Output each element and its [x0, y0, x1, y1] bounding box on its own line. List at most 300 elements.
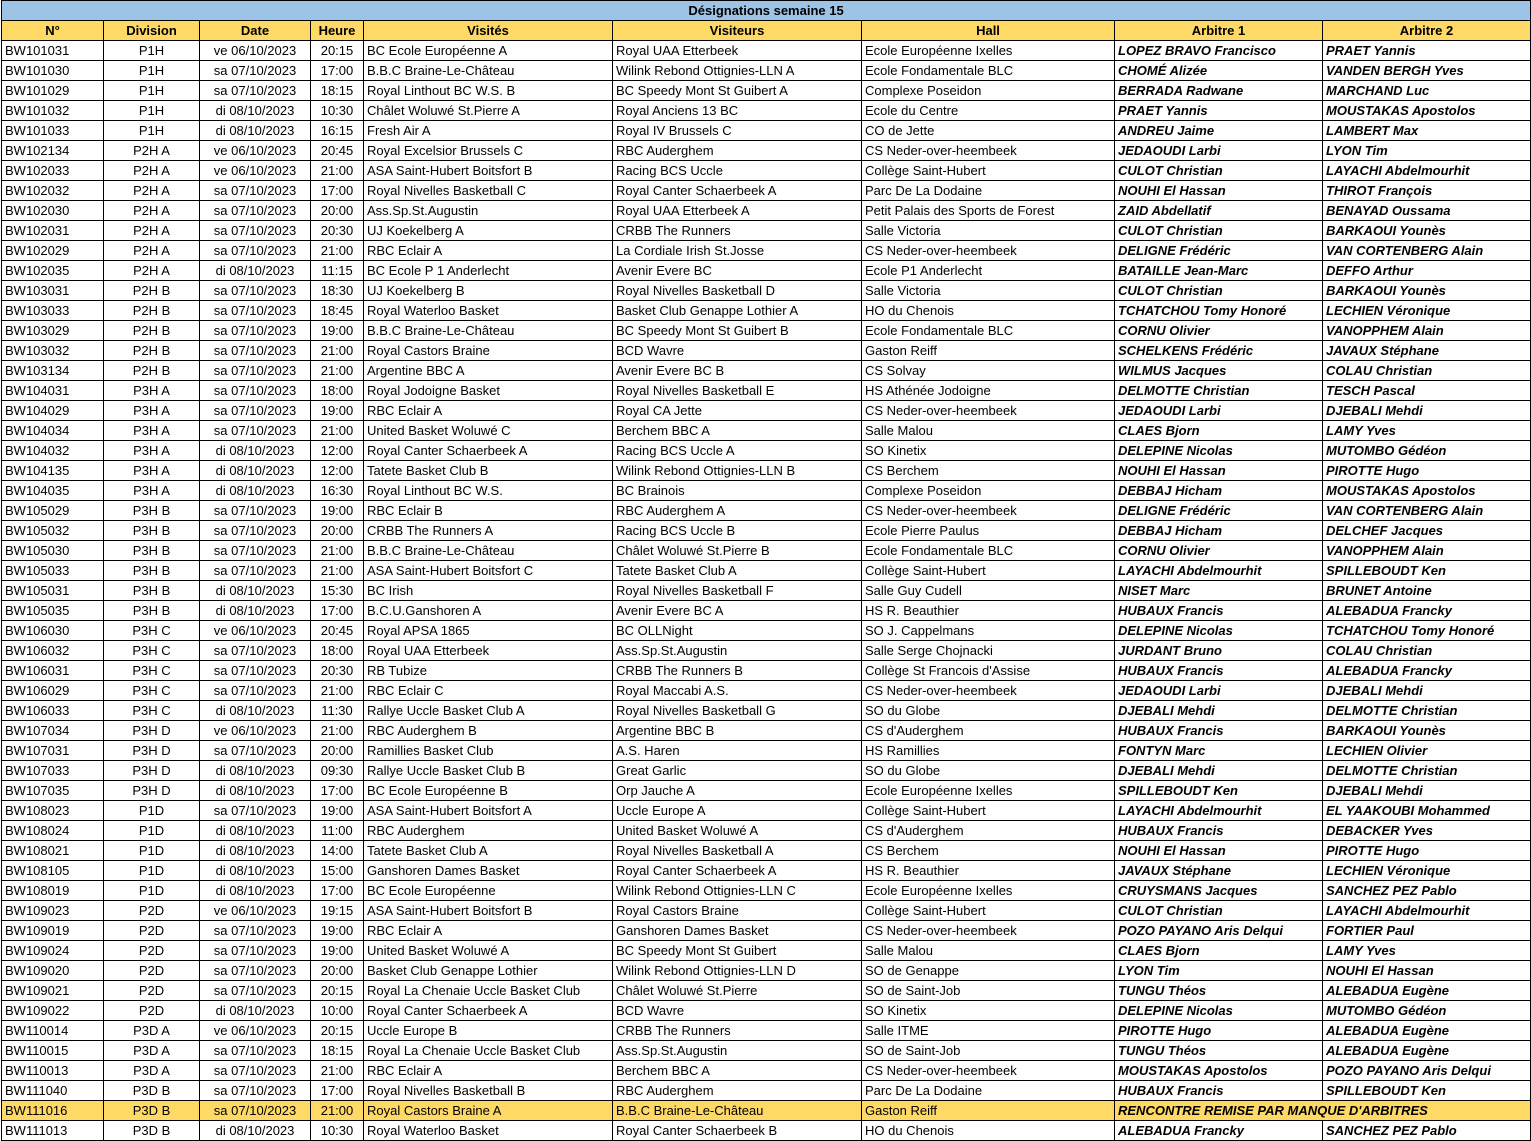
visitor-team-cell: Royal IV Brussels C	[613, 121, 862, 141]
table-row	[2, 101, 1531, 121]
time-cell: 15:30	[311, 581, 364, 601]
date-cell: ve 06/10/2023	[200, 161, 311, 181]
visitor-team-cell: Avenir Evere BC A	[613, 601, 862, 621]
referee-1-cell: TUNGU Théos	[1115, 1041, 1323, 1061]
referee-2-cell: LYON Tim	[1323, 141, 1531, 161]
match-number-cell: BW103029	[2, 321, 104, 341]
match-number-cell: BW102032	[2, 181, 104, 201]
referee-2-cell: NOUHI El Hassan	[1323, 961, 1531, 981]
hall-cell: CS Berchem	[862, 461, 1115, 481]
date-cell: sa 07/10/2023	[200, 1041, 311, 1061]
date-cell: di 08/10/2023	[200, 841, 311, 861]
date-cell: sa 07/10/2023	[200, 341, 311, 361]
visitor-team-cell: Ass.Sp.St.Augustin	[613, 1041, 862, 1061]
referee-1-cell: DEBBAJ Hicham	[1115, 521, 1323, 541]
match-number-cell: BW102029	[2, 241, 104, 261]
match-number-cell: BW108021	[2, 841, 104, 861]
referee-1-cell: HUBAUX Francis	[1115, 821, 1323, 841]
date-cell: di 08/10/2023	[200, 461, 311, 481]
match-number-cell: BW109023	[2, 901, 104, 921]
hall-cell: Petit Palais des Sports de Forest	[862, 201, 1115, 221]
table-row	[2, 441, 1531, 461]
hall-cell: CS Neder-over-heembeek	[862, 921, 1115, 941]
date-cell: di 08/10/2023	[200, 581, 311, 601]
division-cell: P2H A	[104, 261, 200, 281]
match-number-cell: BW108023	[2, 801, 104, 821]
division-cell: P2H B	[104, 281, 200, 301]
time-cell: 18:00	[311, 381, 364, 401]
date-cell: ve 06/10/2023	[200, 141, 311, 161]
table-row	[2, 881, 1531, 901]
visitor-team-cell: Royal Nivelles Basketball D	[613, 281, 862, 301]
visitor-team-cell: BC OLLNight	[613, 621, 862, 641]
match-number-cell: BW106029	[2, 681, 104, 701]
home-team-cell: Ass.Sp.St.Augustin	[364, 201, 613, 221]
match-number-cell: BW105032	[2, 521, 104, 541]
referee-2-cell: MUTOMBO Gédéon	[1323, 441, 1531, 461]
hall-cell: HS Athénée Jodoigne	[862, 381, 1115, 401]
referee-2-cell: COLAU Christian	[1323, 361, 1531, 381]
home-team-cell: Rallye Uccle Basket Club A	[364, 701, 613, 721]
time-cell: 19:00	[311, 941, 364, 961]
date-cell: di 08/10/2023	[200, 1121, 311, 1141]
match-number-cell: BW108019	[2, 881, 104, 901]
home-team-cell: Royal Canter Schaerbeek A	[364, 441, 613, 461]
visitor-team-cell: Avenir Evere BC	[613, 261, 862, 281]
home-team-cell: Royal Castors Braine	[364, 341, 613, 361]
visitor-team-cell: Wilink Rebond Ottignies-LLN D	[613, 961, 862, 981]
hall-cell: CS Neder-over-heembeek	[862, 501, 1115, 521]
home-team-cell: Royal Nivelles Basketball C	[364, 181, 613, 201]
date-cell: sa 07/10/2023	[200, 361, 311, 381]
table-row	[2, 301, 1531, 321]
date-cell: sa 07/10/2023	[200, 941, 311, 961]
date-cell: sa 07/10/2023	[200, 81, 311, 101]
time-cell: 21:00	[311, 361, 364, 381]
referee-2-cell: ALEBADUA Francky	[1323, 601, 1531, 621]
match-number-cell: BW107035	[2, 781, 104, 801]
visitor-team-cell: RBC Auderghem A	[613, 501, 862, 521]
time-cell: 20:00	[311, 201, 364, 221]
visitor-team-cell: Tatete Basket Club A	[613, 561, 862, 581]
table-row	[2, 241, 1531, 261]
referee-2-cell: LECHIEN Véronique	[1323, 861, 1531, 881]
hall-cell: Ecole Fondamentale BLC	[862, 61, 1115, 81]
time-cell: 11:15	[311, 261, 364, 281]
division-cell: P3H D	[104, 781, 200, 801]
home-team-cell: Royal Linthout BC W.S.	[364, 481, 613, 501]
referee-1-cell: JEDAOUDI Larbi	[1115, 141, 1323, 161]
referee-2-cell: TESCH Pascal	[1323, 381, 1531, 401]
visitor-team-cell: Royal CA Jette	[613, 401, 862, 421]
time-cell: 17:00	[311, 601, 364, 621]
referee-1-cell: DELEPINE Nicolas	[1115, 441, 1323, 461]
table-row	[2, 481, 1531, 501]
date-cell: di 08/10/2023	[200, 861, 311, 881]
referee-1-cell: ALEBADUA Francky	[1115, 1121, 1323, 1141]
home-team-cell: Royal Waterloo Basket	[364, 301, 613, 321]
division-cell: P2H A	[104, 221, 200, 241]
visitor-team-cell: BC Speedy Mont St Guibert	[613, 941, 862, 961]
table-row	[2, 641, 1531, 661]
referee-1-cell: MOUSTAKAS Apostolos	[1115, 1061, 1323, 1081]
division-cell: P2H A	[104, 181, 200, 201]
referee-1-cell: DELEPINE Nicolas	[1115, 1001, 1323, 1021]
visitor-team-cell: Royal Castors Braine	[613, 901, 862, 921]
table-row	[2, 1041, 1531, 1061]
division-cell: P3H A	[104, 401, 200, 421]
visitor-team-cell: Royal Nivelles Basketball G	[613, 701, 862, 721]
referee-2-cell: THIROT François	[1323, 181, 1531, 201]
home-team-cell: United Basket Woluwé A	[364, 941, 613, 961]
division-cell: P2D	[104, 1001, 200, 1021]
header-hall: Hall	[862, 21, 1115, 41]
header-division: Division	[104, 21, 200, 41]
table-row	[2, 901, 1531, 921]
hall-cell: CO de Jette	[862, 121, 1115, 141]
table-row	[2, 141, 1531, 161]
referee-1-cell: CLAES Bjorn	[1115, 421, 1323, 441]
time-cell: 15:00	[311, 861, 364, 881]
time-cell: 10:00	[311, 1001, 364, 1021]
referee-1-cell: ANDREU Jaime	[1115, 121, 1323, 141]
referee-2-cell: LECHIEN Olivier	[1323, 741, 1531, 761]
referee-1-cell: LAYACHI Abdelmourhit	[1115, 561, 1323, 581]
division-cell: P2H A	[104, 201, 200, 221]
time-cell: 20:30	[311, 661, 364, 681]
table-row	[2, 761, 1531, 781]
referee-1-cell: HUBAUX Francis	[1115, 721, 1323, 741]
date-cell: di 08/10/2023	[200, 441, 311, 461]
table-row	[2, 941, 1531, 961]
division-cell: P2H B	[104, 301, 200, 321]
date-cell: ve 06/10/2023	[200, 901, 311, 921]
referee-2-cell: SPILLEBOUDT Ken	[1323, 1081, 1531, 1101]
referee-2-cell: DELCHEF Jacques	[1323, 521, 1531, 541]
referee-2-cell: BARKAOUI Younès	[1323, 721, 1531, 741]
division-cell: P1H	[104, 41, 200, 61]
referee-1-cell: HUBAUX Francis	[1115, 601, 1323, 621]
referee-2-cell: VANDEN BERGH Yves	[1323, 61, 1531, 81]
visitor-team-cell: Avenir Evere BC B	[613, 361, 862, 381]
home-team-cell: ASA Saint-Hubert Boitsfort C	[364, 561, 613, 581]
visitor-team-cell: Châlet Woluwé St.Pierre B	[613, 541, 862, 561]
header-referee-2: Arbitre 2	[1323, 21, 1531, 41]
time-cell: 20:00	[311, 961, 364, 981]
header-visitors: Visiteurs	[613, 21, 862, 41]
date-cell: sa 07/10/2023	[200, 381, 311, 401]
date-cell: sa 07/10/2023	[200, 921, 311, 941]
home-team-cell: Uccle Europe B	[364, 1021, 613, 1041]
division-cell: P1H	[104, 61, 200, 81]
home-team-cell: RB Tubize	[364, 661, 613, 681]
time-cell: 21:00	[311, 681, 364, 701]
time-cell: 18:45	[311, 301, 364, 321]
date-cell: sa 07/10/2023	[200, 981, 311, 1001]
division-cell: P1D	[104, 841, 200, 861]
visitor-team-cell: Royal Anciens 13 BC	[613, 101, 862, 121]
home-team-cell: Royal APSA 1865	[364, 621, 613, 641]
division-cell: P3H D	[104, 741, 200, 761]
date-cell: sa 07/10/2023	[200, 541, 311, 561]
referee-1-cell: TUNGU Théos	[1115, 981, 1323, 1001]
match-number-cell: BW110013	[2, 1061, 104, 1081]
home-team-cell: ASA Saint-Hubert Boitsfort B	[364, 901, 613, 921]
home-team-cell: Royal Waterloo Basket	[364, 1121, 613, 1141]
home-team-cell: B.B.C Braine-Le-Château	[364, 61, 613, 81]
home-team-cell: BC Ecole Européenne A	[364, 41, 613, 61]
division-cell: P3H D	[104, 761, 200, 781]
time-cell: 20:15	[311, 1021, 364, 1041]
referee-2-cell: SPILLEBOUDT Ken	[1323, 561, 1531, 581]
table-row	[2, 361, 1531, 381]
referee-1-cell: TCHATCHOU Tomy Honoré	[1115, 301, 1323, 321]
date-cell: sa 07/10/2023	[200, 421, 311, 441]
date-cell: sa 07/10/2023	[200, 741, 311, 761]
division-cell: P1H	[104, 101, 200, 121]
table-row	[2, 181, 1531, 201]
home-team-cell: Royal Castors Braine A	[364, 1101, 613, 1121]
match-number-cell: BW104032	[2, 441, 104, 461]
visitor-team-cell: Royal Canter Schaerbeek B	[613, 1121, 862, 1141]
date-cell: sa 07/10/2023	[200, 241, 311, 261]
division-cell: P3H B	[104, 601, 200, 621]
table-row	[2, 121, 1531, 141]
time-cell: 21:00	[311, 421, 364, 441]
time-cell: 21:00	[311, 721, 364, 741]
time-cell: 14:00	[311, 841, 364, 861]
referee-2-cell: LECHIEN Véronique	[1323, 301, 1531, 321]
referee-1-cell: DJEBALI Mehdi	[1115, 761, 1323, 781]
division-cell: P2D	[104, 961, 200, 981]
date-cell: sa 07/10/2023	[200, 1061, 311, 1081]
visitor-team-cell: Wilink Rebond Ottignies-LLN C	[613, 881, 862, 901]
time-cell: 21:00	[311, 541, 364, 561]
division-cell: P2D	[104, 901, 200, 921]
table-row	[2, 981, 1531, 1001]
division-cell: P3H C	[104, 661, 200, 681]
visitor-team-cell: Royal Canter Schaerbeek A	[613, 861, 862, 881]
referee-2-cell: DJEBALI Mehdi	[1323, 681, 1531, 701]
hall-cell: Salle Victoria	[862, 221, 1115, 241]
referee-2-cell: EL YAAKOUBI Mohammed	[1323, 801, 1531, 821]
division-cell: P3H A	[104, 381, 200, 401]
match-number-cell: BW103033	[2, 301, 104, 321]
designations-table	[1, 0, 1531, 1141]
referee-2-cell: BRUNET Antoine	[1323, 581, 1531, 601]
date-cell: ve 06/10/2023	[200, 721, 311, 741]
home-team-cell: BC Ecole Européenne B	[364, 781, 613, 801]
home-team-cell: Royal La Chenaie Uccle Basket Club	[364, 981, 613, 1001]
referee-1-cell: NOUHI El Hassan	[1115, 461, 1323, 481]
table-row	[2, 261, 1531, 281]
hall-cell: Parc De La Dodaine	[862, 1081, 1115, 1101]
date-cell: sa 07/10/2023	[200, 301, 311, 321]
hall-cell: SO J. Cappelmans	[862, 621, 1115, 641]
match-number-cell: BW106032	[2, 641, 104, 661]
visitor-team-cell: Royal Canter Schaerbeek A	[613, 181, 862, 201]
division-cell: P3D A	[104, 1061, 200, 1081]
table-row	[2, 1101, 1531, 1121]
sheet-title: Désignations semaine 15	[2, 1, 1531, 21]
visitor-team-cell: CRBB The Runners	[613, 1021, 862, 1041]
hall-cell: Complexe Poseidon	[862, 81, 1115, 101]
match-number-cell: BW109022	[2, 1001, 104, 1021]
referee-1-cell: CHOMÉ Alizée	[1115, 61, 1323, 81]
match-number-cell: BW106033	[2, 701, 104, 721]
match-number-cell: BW106030	[2, 621, 104, 641]
division-cell: P3H C	[104, 621, 200, 641]
referee-2-cell: BARKAOUI Younès	[1323, 281, 1531, 301]
table-row	[2, 61, 1531, 81]
time-cell: 20:15	[311, 41, 364, 61]
division-cell: P2D	[104, 921, 200, 941]
date-cell: ve 06/10/2023	[200, 621, 311, 641]
match-number-cell: BW102033	[2, 161, 104, 181]
division-cell: P3H B	[104, 581, 200, 601]
referee-2-cell: VAN CORTENBERG Alain	[1323, 241, 1531, 261]
visitor-team-cell: BCD Wavre	[613, 1001, 862, 1021]
division-cell: P3D B	[104, 1101, 200, 1121]
home-team-cell: RBC Eclair A	[364, 401, 613, 421]
date-cell: sa 07/10/2023	[200, 681, 311, 701]
match-number-cell: BW111040	[2, 1081, 104, 1101]
hall-cell: Ecole Européenne Ixelles	[862, 41, 1115, 61]
division-cell: P1H	[104, 81, 200, 101]
table-row	[2, 381, 1531, 401]
division-cell: P1D	[104, 801, 200, 821]
date-cell: sa 07/10/2023	[200, 181, 311, 201]
home-team-cell: United Basket Woluwé C	[364, 421, 613, 441]
referee-1-cell: NISET Marc	[1115, 581, 1323, 601]
date-cell: sa 07/10/2023	[200, 661, 311, 681]
match-number-cell: BW105031	[2, 581, 104, 601]
time-cell: 19:00	[311, 321, 364, 341]
hall-cell: CS d'Auderghem	[862, 721, 1115, 741]
match-number-cell: BW101032	[2, 101, 104, 121]
referee-2-cell: ALEBADUA Eugène	[1323, 981, 1531, 1001]
referee-2-cell: LAYACHI Abdelmourhit	[1323, 161, 1531, 181]
hall-cell: SO Kinetix	[862, 1001, 1115, 1021]
match-number-cell: BW104035	[2, 481, 104, 501]
referee-2-cell: VANOPPHEM Alain	[1323, 321, 1531, 341]
time-cell: 20:00	[311, 521, 364, 541]
hall-cell: CS Neder-over-heembeek	[862, 141, 1115, 161]
visitor-team-cell: Royal UAA Etterbeek A	[613, 201, 862, 221]
date-cell: sa 07/10/2023	[200, 201, 311, 221]
referee-2-cell: DEFFO Arthur	[1323, 261, 1531, 281]
date-cell: di 08/10/2023	[200, 481, 311, 501]
time-cell: 21:00	[311, 161, 364, 181]
table-row	[2, 161, 1531, 181]
table-row	[2, 681, 1531, 701]
date-cell: di 08/10/2023	[200, 701, 311, 721]
referee-2-cell: DEBACKER Yves	[1323, 821, 1531, 841]
match-number-cell: BW105033	[2, 561, 104, 581]
referee-1-cell: NOUHI El Hassan	[1115, 841, 1323, 861]
referee-1-cell: BATAILLE Jean-Marc	[1115, 261, 1323, 281]
hall-cell: SO de Genappe	[862, 961, 1115, 981]
match-number-cell: BW104034	[2, 421, 104, 441]
referee-1-cell: CORNU Olivier	[1115, 321, 1323, 341]
match-number-cell: BW105030	[2, 541, 104, 561]
match-number-cell: BW104029	[2, 401, 104, 421]
division-cell: P2D	[104, 941, 200, 961]
division-cell: P3H B	[104, 501, 200, 521]
referee-2-cell: BENAYAD Oussama	[1323, 201, 1531, 221]
visitor-team-cell: Argentine BBC B	[613, 721, 862, 741]
time-cell: 18:30	[311, 281, 364, 301]
match-number-cell: BW105029	[2, 501, 104, 521]
division-cell: P3H B	[104, 561, 200, 581]
match-number-cell: BW101033	[2, 121, 104, 141]
referee-2-cell: PIROTTE Hugo	[1323, 841, 1531, 861]
time-cell: 16:30	[311, 481, 364, 501]
referee-2-cell: MARCHAND Luc	[1323, 81, 1531, 101]
division-cell: P3H D	[104, 721, 200, 741]
hall-cell: Collège Saint-Hubert	[862, 561, 1115, 581]
visitor-team-cell: Royal Maccabi A.S.	[613, 681, 862, 701]
hall-cell: Ecole Fondamentale BLC	[862, 541, 1115, 561]
date-cell: sa 07/10/2023	[200, 281, 311, 301]
visitor-team-cell: Ass.Sp.St.Augustin	[613, 641, 862, 661]
referee-2-cell: DELMOTTE Christian	[1323, 761, 1531, 781]
time-cell: 17:00	[311, 881, 364, 901]
division-cell: P2H A	[104, 161, 200, 181]
date-cell: di 08/10/2023	[200, 1001, 311, 1021]
referee-2-cell: SANCHEZ PEZ Pablo	[1323, 881, 1531, 901]
table-row	[2, 81, 1531, 101]
referee-1-cell: DELEPINE Nicolas	[1115, 621, 1323, 641]
match-number-cell: BW104135	[2, 461, 104, 481]
hall-cell: CS Solvay	[862, 361, 1115, 381]
match-number-cell: BW103031	[2, 281, 104, 301]
time-cell: 19:15	[311, 901, 364, 921]
referee-1-cell: CLAES Bjorn	[1115, 941, 1323, 961]
match-number-cell: BW102035	[2, 261, 104, 281]
time-cell: 17:00	[311, 61, 364, 81]
table-row	[2, 221, 1531, 241]
division-cell: P1D	[104, 821, 200, 841]
home-team-cell: Royal Linthout BC W.S. B	[364, 81, 613, 101]
time-cell: 21:00	[311, 1101, 364, 1121]
referee-1-cell: CULOT Christian	[1115, 901, 1323, 921]
division-cell: P3H A	[104, 461, 200, 481]
time-cell: 19:00	[311, 501, 364, 521]
division-cell: P3H B	[104, 521, 200, 541]
match-number-cell: BW108105	[2, 861, 104, 881]
date-cell: sa 07/10/2023	[200, 1081, 311, 1101]
referee-1-cell: POZO PAYANO Aris Delqui	[1115, 921, 1323, 941]
visitor-team-cell: BC Brainois	[613, 481, 862, 501]
referee-1-cell: JAVAUX Stéphane	[1115, 861, 1323, 881]
visitor-team-cell: Royal Nivelles Basketball F	[613, 581, 862, 601]
hall-cell: CS Neder-over-heembeek	[862, 401, 1115, 421]
home-team-cell: RBC Eclair A	[364, 921, 613, 941]
date-cell: sa 07/10/2023	[200, 801, 311, 821]
home-team-cell: Tatete Basket Club B	[364, 461, 613, 481]
referee-2-cell: VAN CORTENBERG Alain	[1323, 501, 1531, 521]
hall-cell: HS Ramillies	[862, 741, 1115, 761]
date-cell: sa 07/10/2023	[200, 561, 311, 581]
time-cell: 20:45	[311, 141, 364, 161]
visitor-team-cell: Berchem BBC A	[613, 1061, 862, 1081]
referee-1-cell: DELIGNE Frédéric	[1115, 241, 1323, 261]
home-team-cell: UJ Koekelberg A	[364, 221, 613, 241]
division-cell: P1D	[104, 861, 200, 881]
visitor-team-cell: United Basket Woluwé A	[613, 821, 862, 841]
match-number-cell: BW111016	[2, 1101, 104, 1121]
